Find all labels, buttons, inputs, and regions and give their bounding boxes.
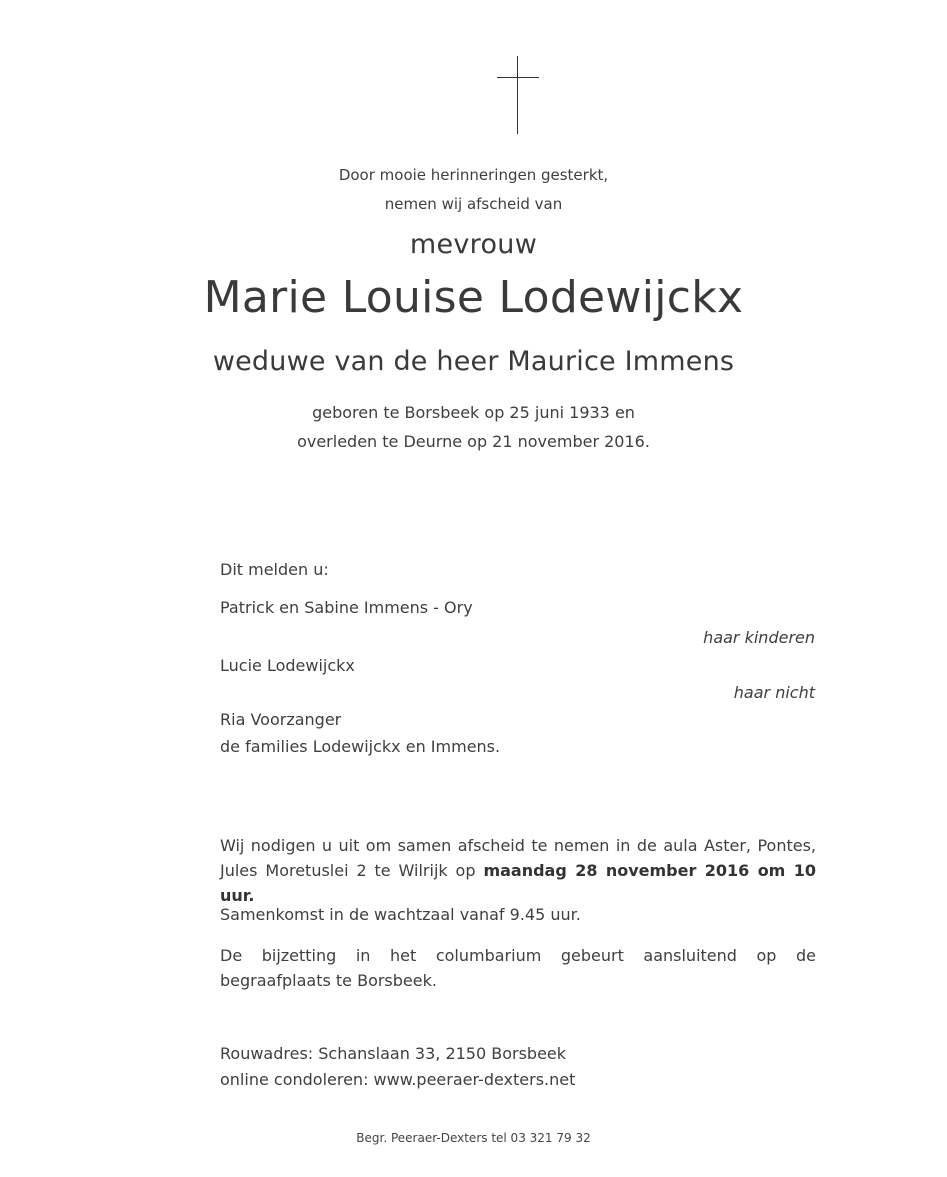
intro-line-1: Door mooie herinneringen gesterkt, — [338, 166, 609, 184]
family-member-4: de families Lodewijckx en Immens. — [220, 737, 501, 756]
undertaker-footer: Begr. Peeraer-Dexters tel 03 321 79 32 — [356, 1131, 591, 1145]
cross-vertical-bar — [517, 56, 518, 134]
deceased-title: mevrouw — [409, 229, 538, 260]
gathering-text: Samenkomst in de wachtzaal vanaf 9.45 uur. — [220, 905, 581, 924]
cross-horizontal-bar — [497, 77, 539, 78]
family-role-1: haar kinderen — [703, 628, 815, 647]
intro-line-2: nemen wij afscheid van — [384, 195, 563, 213]
death-line: overleden te Deurne op 21 november 2016. — [297, 432, 650, 451]
cross-icon — [497, 56, 541, 134]
invitation-paragraph — [220, 833, 816, 908]
announcement-heading: Dit melden u: — [220, 560, 329, 579]
online-condolence: online condoleren: www.peeraer-dexters.net — [220, 1070, 576, 1089]
burial-text: De bijzetting in het columbarium gebeurt aansluitend op de begraafplaats te Borsbeek. — [220, 946, 816, 990]
deceased-name: Marie Louise Lodewijckx — [203, 272, 744, 323]
invitation-date: maandag 28 november 2016 om 10 uur. — [220, 861, 817, 905]
family-member-1: Patrick en Sabine Immens - Ory — [220, 598, 473, 617]
family-role-2: haar nicht — [733, 683, 815, 702]
family-member-2: Lucie Lodewijckx — [220, 656, 355, 675]
invitation-text: Wij nodigen u uit om samen afscheid te nemen in de aula Aster, Pontes, Jules Moretuslei 2 te Wilrijk op — [220, 836, 816, 880]
deceased-relation: weduwe van de heer Maurice Immens — [212, 346, 735, 377]
birth-line: geboren te Borsbeek op 25 juni 1933 en — [312, 403, 635, 422]
mourning-address: Rouwadres: Schanslaan 33, 2150 Borsbeek — [220, 1044, 567, 1063]
family-member-3: Ria Voorzanger — [220, 710, 342, 729]
